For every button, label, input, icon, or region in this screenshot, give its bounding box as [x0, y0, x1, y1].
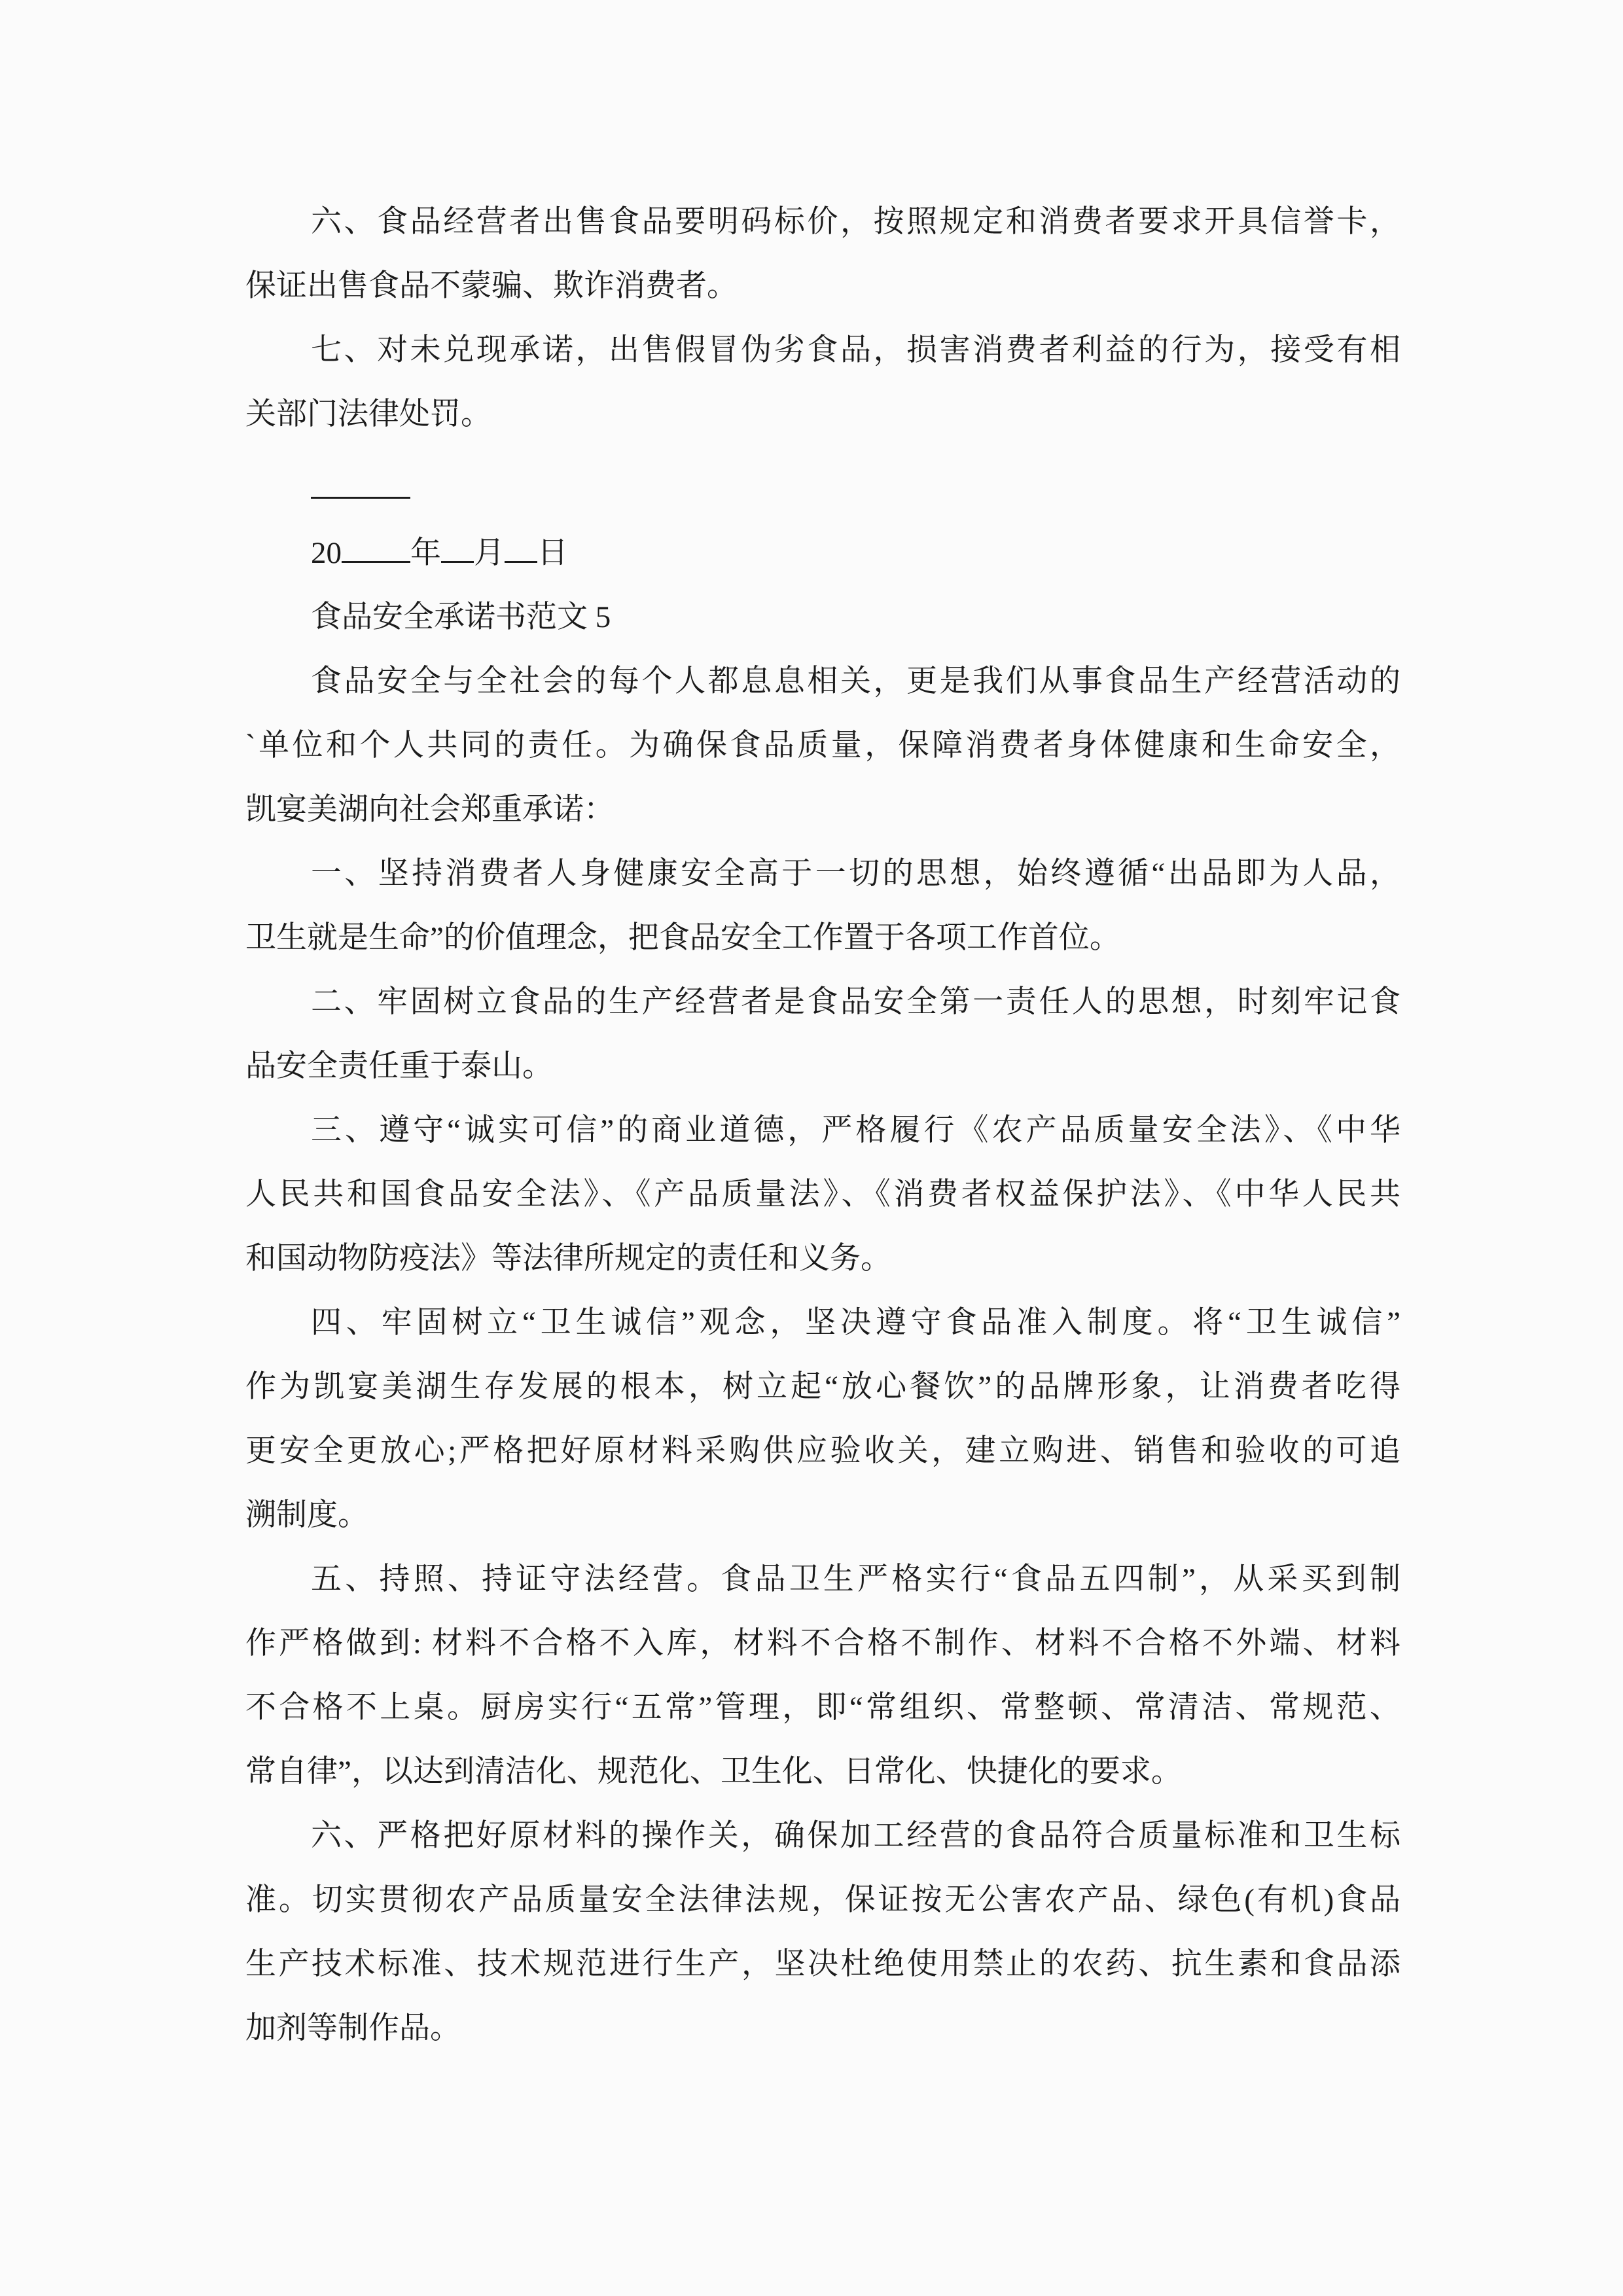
date-day-blank — [505, 532, 537, 563]
text-line: 生产技术标准、技术规范进行生产，坚决杜绝使用禁止的农药、抗生素和食品添 — [245, 1947, 1400, 1981]
date-day-label: 日 — [537, 536, 568, 570]
date-year-prefix: 20 — [311, 536, 342, 570]
text-line: 人民共和国食品安全法》、《产品质量法》、《消费者权益保护法》、《中华人民共 — [245, 1177, 1400, 1211]
date-month-label: 月 — [474, 536, 505, 570]
text-line: 准。切实贯彻农产品质量安全法律法规，保证按无公害农产品、绿色(有机)食品 — [245, 1883, 1400, 1917]
text-line: 常自律”，以达到清洁化、规范化、卫生化、日常化、快捷化的要求。 — [245, 1755, 1182, 1789]
text-line: 不合格不上桌。厨房实行“五常”管理，即“常组织、常整顿、常清洁、常规范、 — [245, 1691, 1400, 1725]
text-line: 加剂等制作品。 — [245, 2011, 461, 2045]
text-line: 四、牢固树立“卫生诚信”观念，坚决遵守食品准入制度。将“卫生诚信” — [311, 1306, 1400, 1340]
date-year-label: 年 — [410, 536, 441, 570]
date-line — [245, 521, 1400, 585]
text-line: 食品安全与全社会的每个人都息息相关，更是我们从事食品生产经营活动的 — [311, 664, 1400, 698]
text-line: 六、食品经营者出售食品要明码标价，按照规定和消费者要求开具信誉卡， — [311, 205, 1400, 239]
text-line: 五、持照、持证守法经营。食品卫生严格实行“食品五四制”，从采买到制 — [311, 1562, 1400, 1596]
section-heading: 食品安全承诺书范文 5 — [311, 600, 611, 634]
text-line: 六、严格把好原材料的操作关，确保加工经营的食品符合质量标准和卫生标 — [311, 1819, 1400, 1853]
text-line: 和国动物防疫法》等法律所规定的责任和义务。 — [245, 1242, 891, 1276]
text-line: 作为凯宴美湖生存发展的根本，树立起“放心餐饮”的品牌形象，让消费者吃得 — [245, 1370, 1400, 1404]
text-line: 三、遵守“诚实可信”的商业道德，严格履行《农产品质量安全法》、《中华 — [311, 1113, 1400, 1147]
text-line: 二、牢固树立食品的生产经营者是食品安全第一责任人的思想，时刻牢记食 — [311, 985, 1400, 1019]
text-line: 品安全责任重于泰山。 — [245, 1049, 553, 1083]
signature-rule-line — [245, 457, 1400, 521]
date-month-blank — [441, 532, 474, 563]
blank-underline — [311, 468, 410, 499]
text-line: 关部门法律处罚。 — [245, 397, 491, 431]
text-line: 七、对未兑现承诺，出售假冒伪劣食品，损害消费者利益的行为，接受有相 — [311, 333, 1400, 367]
text-line: 卫生就是生命”的价值理念，把食品安全工作置于各项工作首位。 — [245, 921, 1120, 955]
text-line: 更安全更放心;严格把好原材料采购供应验收关，建立购进、销售和验收的可追 — [245, 1434, 1400, 1468]
date-year-blank — [342, 532, 410, 563]
text-line: 溯制度。 — [245, 1498, 368, 1532]
text-line: 凯宴美湖向社会郑重承诺： — [245, 793, 615, 827]
text-line: `单位和个人共同的责任。为确保食品质量，保障消费者身体健康和生命安全， — [245, 728, 1400, 762]
text-line: 保证出售食品不蒙骗、欺诈消费者。 — [245, 269, 738, 303]
text-line: 一、坚持消费者人身健康安全高于一切的思想，始终遵循“出品即为人品， — [311, 857, 1400, 891]
text-line: 作严格做到: 材料不合格不入库，材料不合格不制作、材料不合格不外端、材料 — [245, 1626, 1400, 1660]
